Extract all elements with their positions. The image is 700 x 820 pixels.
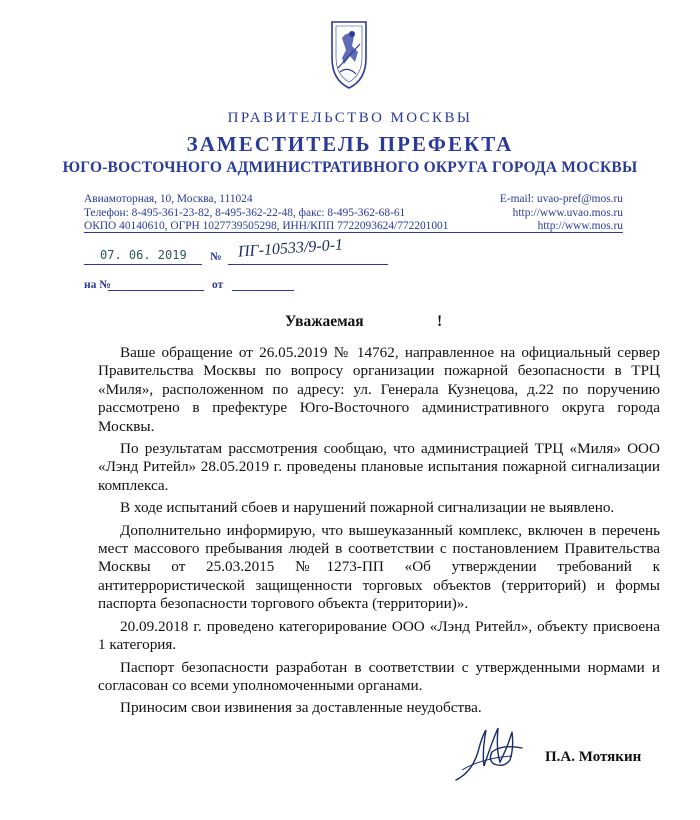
district-title: ЮГО-ВОСТОЧНОГО АДМИНИСТРАТИВНОГО ОКРУГА ГОРОДА МОСКВЫ	[62, 159, 638, 176]
address-block	[84, 193, 448, 234]
address-line: Авиамоторная, 10, Москва, 111024	[84, 193, 253, 205]
paragraph: Дополнительно информирую, что вышеуказанный комплекс, включен в перечень мест массового пребывания людей в соответствии с постановлением Правительства Москвы от 25.03.2015 №1273-ПП «Об утверждении требований к антитеррористической защищенности торговых объектов (территорий) и формы паспорта безопасности торгового объекта (территории)».	[98, 521, 660, 613]
letter-body	[98, 344, 660, 722]
handwritten-signature-icon	[452, 722, 530, 784]
header-divider	[84, 232, 623, 233]
reference-date-underline	[232, 290, 294, 291]
paragraph: Паспорт безопасности разработан в соответствии с утвержденными нормами и согласован со всеми уполномоченными органами.	[98, 658, 660, 694]
registration-number: ПГ-10533/9-0-1	[237, 236, 344, 261]
paragraph: Приносим свои извинения за доставленные неудобства.	[120, 699, 482, 717]
contacts-block	[500, 193, 623, 234]
registration-date: 07. 06. 2019	[100, 248, 187, 262]
position-title: ЗАМЕСТИТЕЛЬ ПРЕФЕКТА	[186, 132, 514, 156]
organization-name: ПРАВИТЕЛЬСТВО МОСКВЫ	[227, 110, 473, 126]
date-underline	[84, 264, 202, 265]
salutation: Уважаемая	[285, 313, 364, 330]
phone-line: Телефон: 8-495-361-23-82, 8-495-362-22-48, факс: 8-495-362-68-61	[84, 206, 406, 219]
paragraph: 20.09.2018 г. проведено категорирование ООО «Лэнд Ритейл», объекту присвоена 1 категория.	[98, 617, 660, 654]
reference-number-underline	[108, 290, 204, 291]
moscow-coat-of-arms-icon	[326, 18, 372, 90]
paragraph: Ваше обращение от 26.05.2019 № 14762, направленное на официальный сервер Правительства Москвы по вопросу организации пожарной безопасности в ТРЦ «Миля», расположенном по адресу: ул. Генерала Кузнецова, д.22 по поручению рассмотрено в префектуре Юго-Восточного административного округа города Москвы.	[98, 344, 660, 435]
website-link[interactable]: http://www.uvao.mos.ru	[512, 206, 623, 219]
number-underline	[228, 264, 388, 265]
reference-date-label: от	[212, 279, 224, 291]
paragraph: По результатам рассмотрения сообщаю, что администрацией ТРЦ «Миля» ООО «Лэнд Ритейл» 28.05.2019 г. проведены плановые испытания пожарной сигнализации комплекса.	[98, 440, 660, 494]
reference-number-label: на №	[84, 279, 111, 291]
mos-website-link[interactable]: http://www.mos.ru	[537, 220, 623, 233]
registry-codes-line: ОКПО 40140610, ОГРН 1027739505298, ИНН/КПП 7722093624/772201001	[84, 220, 449, 233]
number-label: №	[210, 251, 222, 263]
paragraph: В ходе испытаний сбоев и нарушений пожарной сигнализации не выявлено.	[120, 499, 615, 517]
signer-name: П.А. Мотякин	[545, 749, 642, 765]
salutation-exclamation: !	[437, 313, 443, 330]
email-link[interactable]: E-mail: uvao-pref@mos.ru	[499, 193, 623, 205]
